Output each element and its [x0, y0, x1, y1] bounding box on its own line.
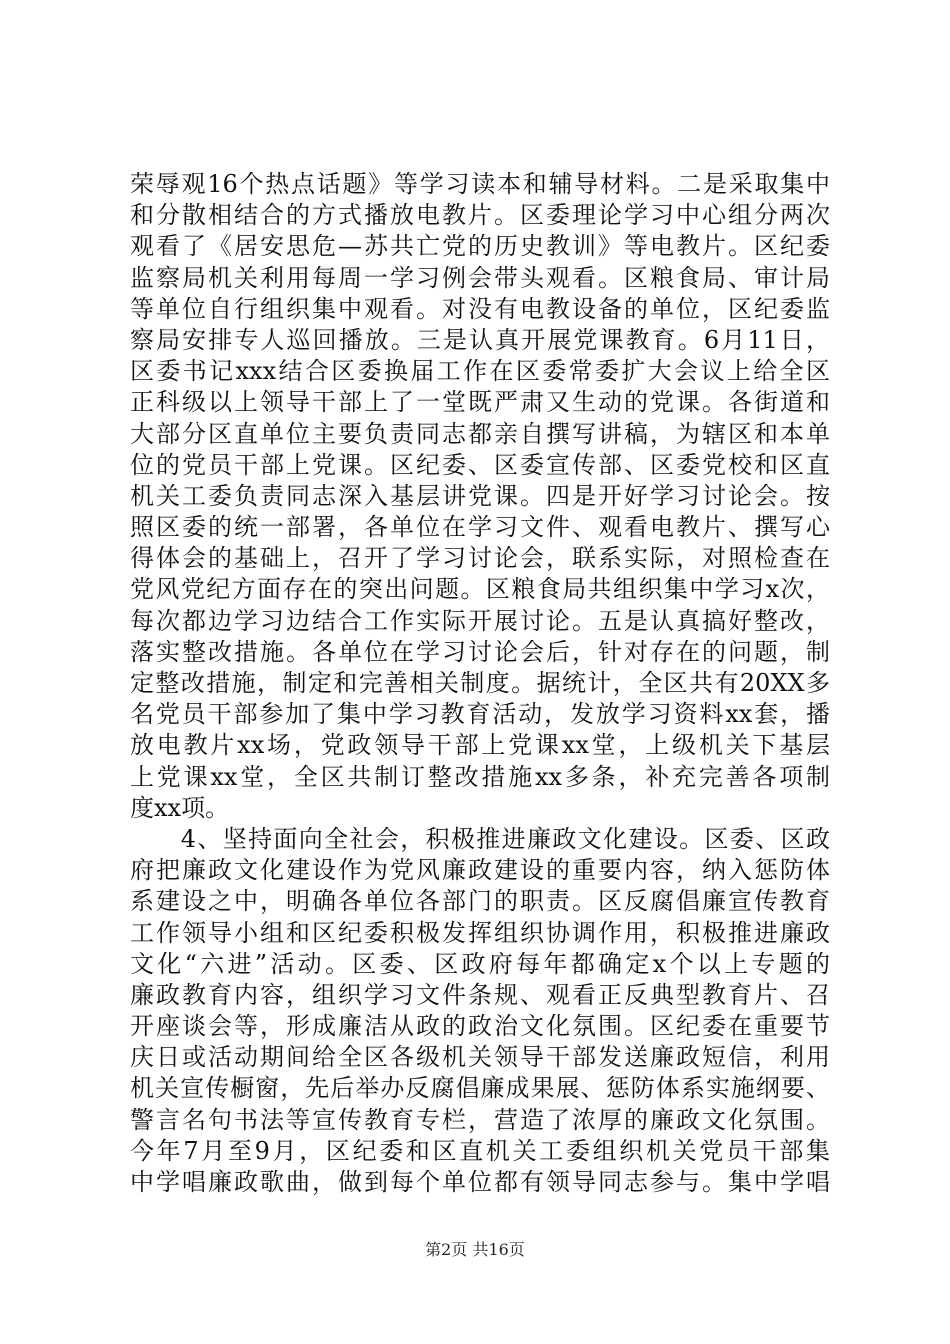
text-line: 廉政教育内容，组织学习文件条规、观看正反典型教育片、召	[130, 980, 830, 1009]
text-line: 名党员干部参加了集中学习教育活动，发放学习资料xx套，播	[130, 700, 830, 729]
text-line: 定整改措施，制定和完善相关制度。据统计，全区共有20XX多	[130, 669, 830, 697]
text-line: 监察局机关利用每周一学习例会带头观看。区粮食局、审计局	[130, 263, 830, 292]
text-line: 中学唱廉政歌曲，做到每个单位都有领导同志参与。集中学唱	[130, 1168, 830, 1196]
text-line: 4、坚持面向全社会，积极推进廉政文化建设。区委、区政	[130, 824, 830, 853]
text-line: 照区委的统一部署，各单位在学习文件、观看电教片、撰写心	[130, 513, 830, 542]
text-line: 区委书记xxx结合区委换届工作在区委常委扩大会议上给全区	[130, 357, 830, 386]
text-line: 系建设之中，明确各单位各部门的职责。区反腐倡廉宣传教育	[130, 887, 830, 916]
text-line: 和分散相结合的方式播放电教片。区委理论学习中心组分两次	[130, 201, 830, 230]
text-line: 正科级以上领导干部上了一堂既严肃又生动的党课。各街道和	[130, 388, 830, 417]
text-line: 党风党纪方面存在的突出问题。区粮食局共组织集中学习x次，	[130, 575, 830, 604]
text-line: 放电教片xx场，党政领导干部上党课xx堂，上级机关下基层	[130, 731, 830, 760]
text-line: 警言名句书法等宣传教育专栏，营造了浓厚的廉政文化氛围。	[130, 1105, 830, 1134]
text-line: 文化“六进”活动。区委、区政府每年都确定x个以上专题的	[130, 949, 830, 978]
text-line: 位的党员干部上党课。区纪委、区委宣传部、区委党校和区直	[130, 450, 830, 479]
page-number: 第2页 共16页	[425, 1240, 525, 1259]
text-line: 得体会的基础上，召开了学习讨论会，联系实际，对照检查在	[130, 544, 830, 573]
text-line: 每次都边学习边结合工作实际开展讨论。五是认真搞好整改，	[130, 606, 830, 635]
body-text	[130, 169, 830, 1198]
text-line: 机关宣传橱窗，先后举办反腐倡廉成果展、惩防体系实施纲要、	[130, 1074, 830, 1103]
text-line: 落实整改措施。各单位在学习讨论会后，针对存在的问题，制	[130, 637, 830, 666]
text-line: 察局安排专人巡回播放。三是认真开展党课教育。6月11日，	[130, 325, 830, 354]
text-line: 荣辱观16个热点话题》等学习读本和辅导材料。二是采取集中	[130, 170, 830, 198]
text-line: 府把廉政文化建设作为党风廉政建设的重要内容，纳入惩防体	[130, 856, 830, 885]
text-line: 等单位自行组织集中观看。对没有电教设备的单位，区纪委监	[130, 294, 830, 323]
text-line: 开座谈会等，形成廉洁从政的政治文化氛围。区纪委在重要节	[130, 1012, 830, 1041]
text-line: 庆日或活动期间给全区各级机关领导干部发送廉政短信，利用	[130, 1043, 830, 1072]
text-line: 工作领导小组和区纪委积极发挥组织协调作用，积极推进廉政	[130, 918, 830, 947]
text-line: 今年7月至9月，区纪委和区直机关工委组织机关党员干部集	[130, 1136, 830, 1165]
text-line: 度xx项。	[130, 793, 230, 822]
text-line: 上党课xx堂，全区共制订整改措施xx多条，补充完善各项制	[130, 762, 830, 791]
text-line: 大部分区直单位主要负责同志都亲自撰写讲稿，为辖区和本单	[130, 419, 830, 448]
text-line: 机关工委负责同志深入基层讲党课。四是开好学习讨论会。按	[130, 481, 830, 510]
text-line: 观看了《居安思危—苏共亡党的历史教训》等电教片。区纪委	[130, 232, 830, 261]
